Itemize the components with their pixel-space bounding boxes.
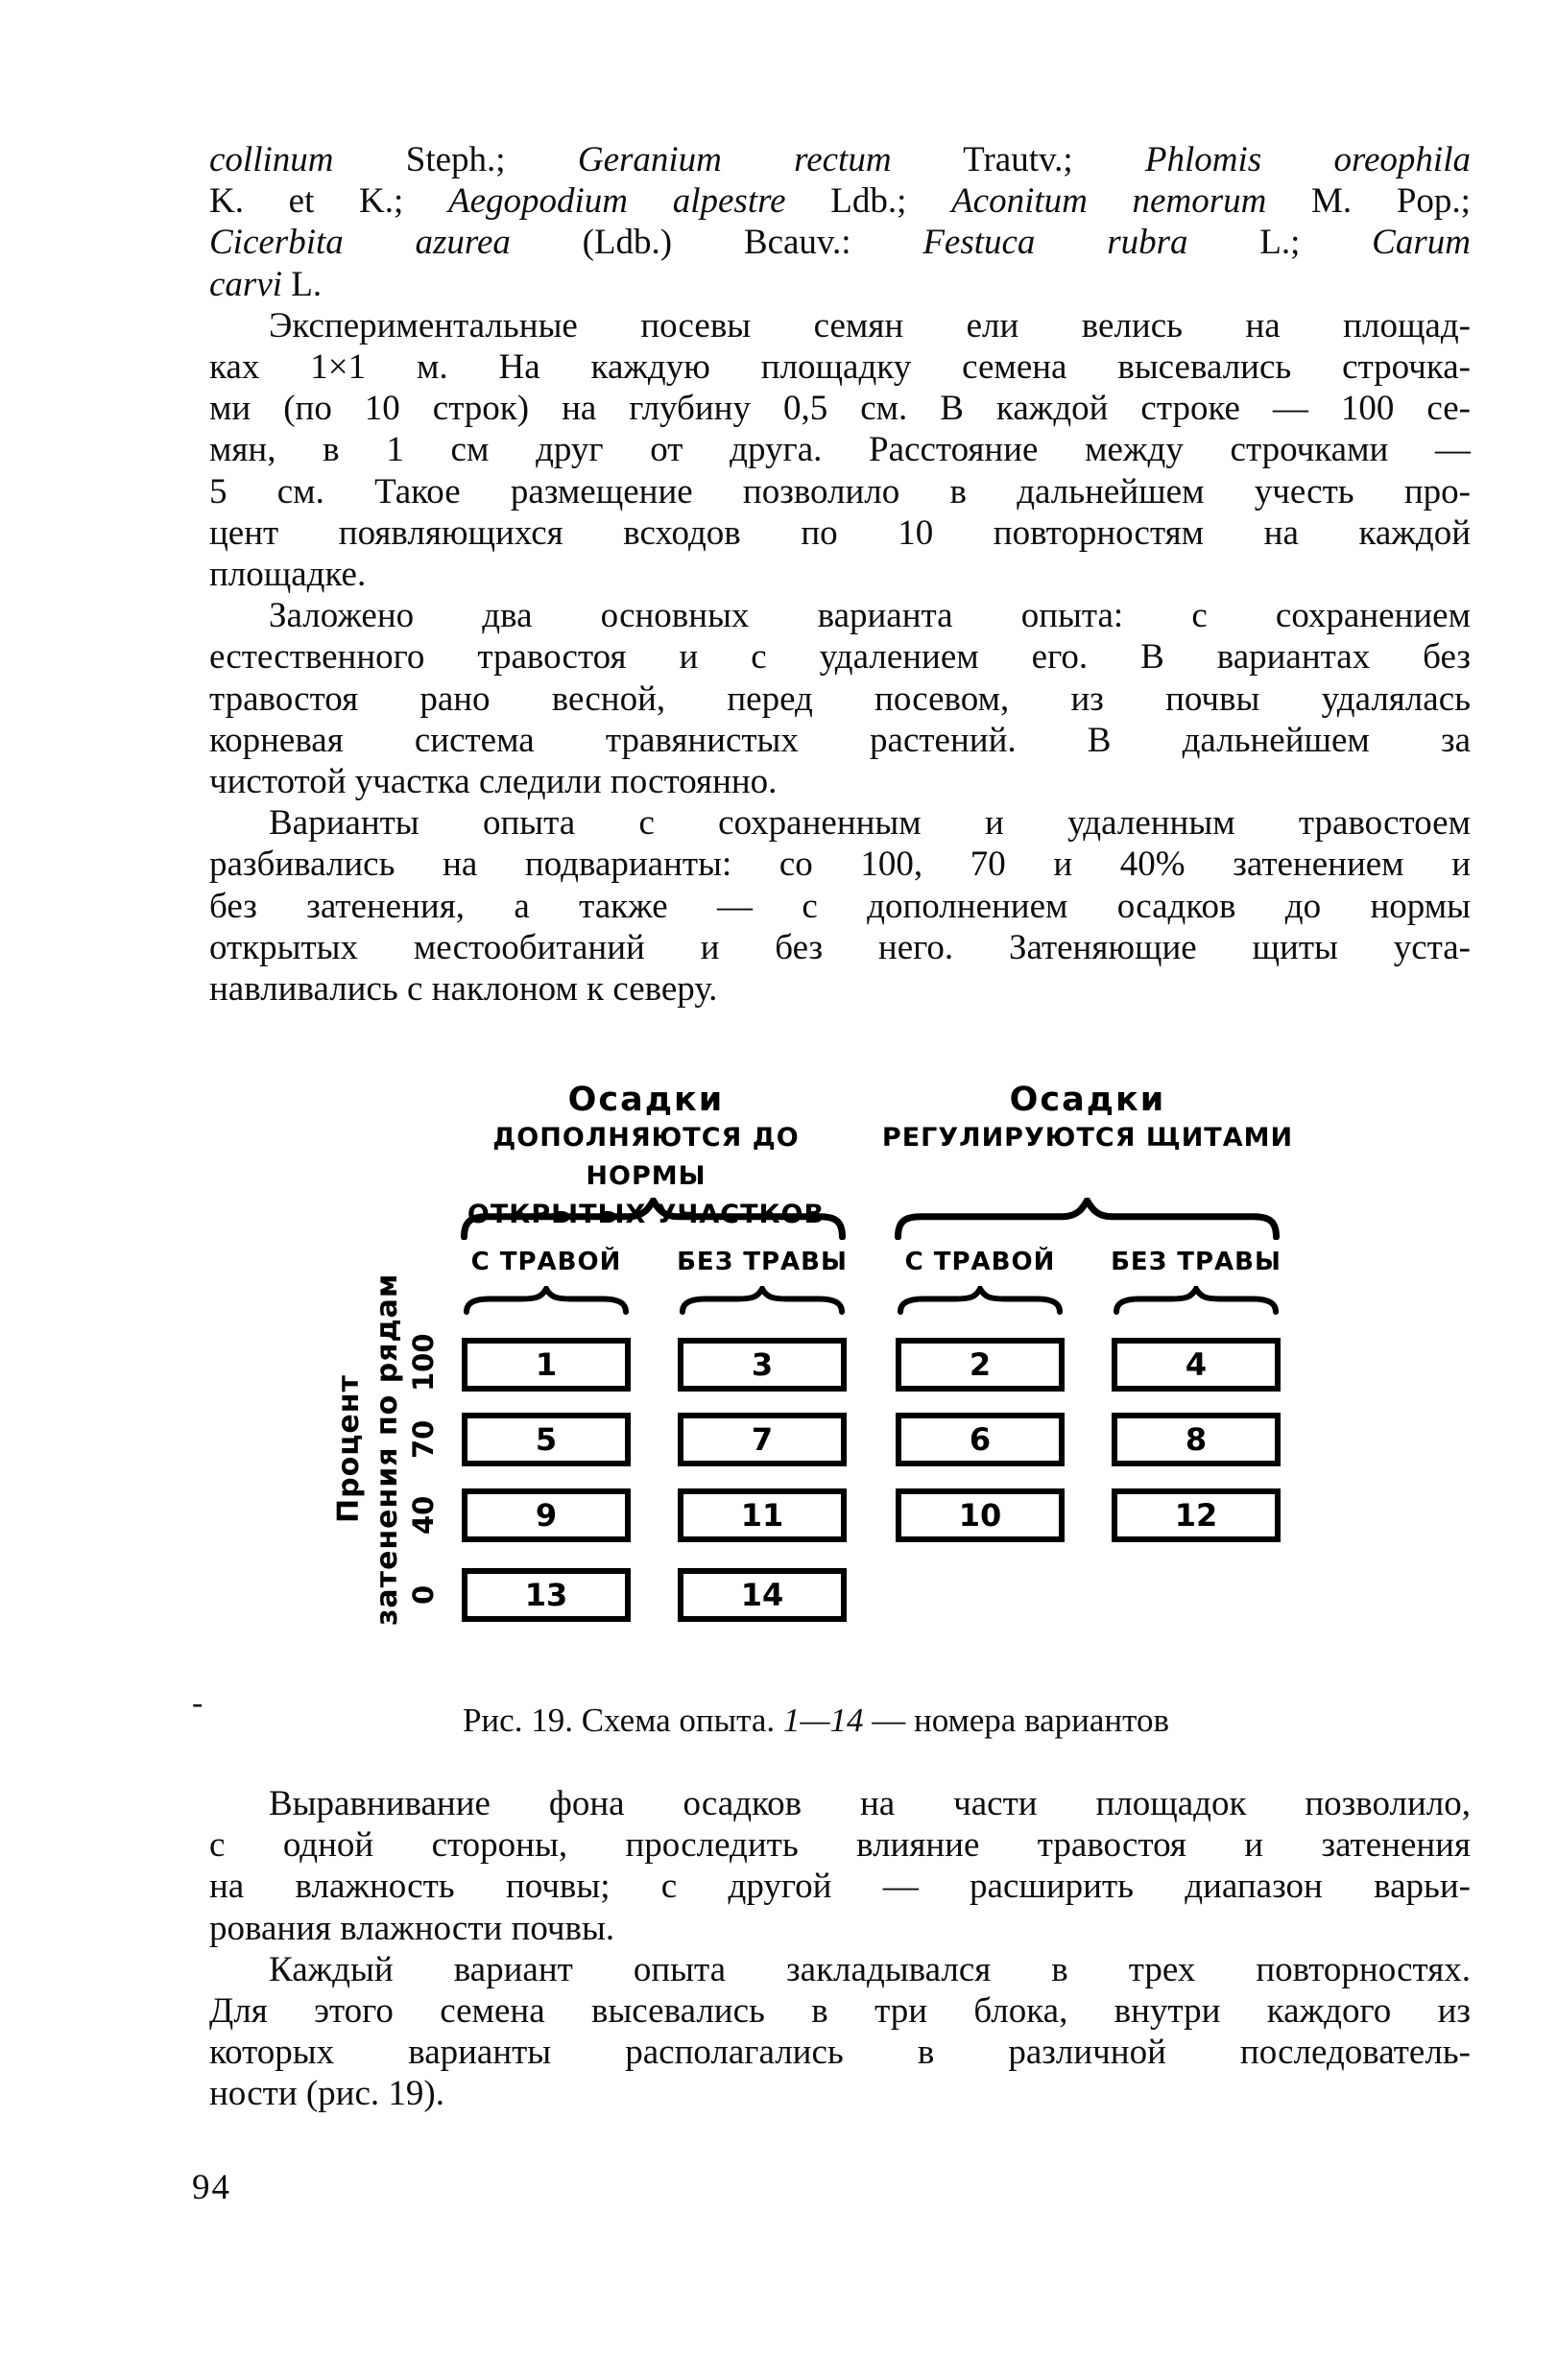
text-line xyxy=(209,844,1471,885)
scheme-box-number: 10 xyxy=(958,1497,1002,1534)
text-segment: Рис. 19. Схема опыта. xyxy=(462,1702,783,1739)
text-segment: естественного травостоя и с удалением его. В вариантах без xyxy=(209,637,1471,678)
text-line xyxy=(209,968,1471,1010)
text-segment: Выравнивание фона осадков на части площадок позволило, xyxy=(269,1784,1471,1823)
scheme-box xyxy=(1112,1338,1281,1392)
scheme-box xyxy=(678,1568,847,1622)
text-segment: с одной стороны, проследить влияние травостоя и затенения xyxy=(209,1825,1471,1866)
text-line xyxy=(209,1990,1471,2032)
scheme-box-number: 8 xyxy=(1185,1421,1208,1458)
text-segment: Варианты опыта с сохраненным и удаленным травостоем xyxy=(269,803,1471,844)
text-line xyxy=(209,1866,1471,1907)
text-segment: (Ldb.) Bcauv.: xyxy=(510,223,923,263)
text-segment: мян, в 1 см друг от друга. Расстояние между строчками — xyxy=(209,430,1471,470)
group-brace-left xyxy=(459,1198,848,1240)
text-line xyxy=(209,720,1471,761)
text-segment: L. xyxy=(282,264,323,304)
text-line xyxy=(209,2073,1471,2114)
scheme-box-number: 3 xyxy=(751,1346,774,1383)
text-segment: Экспериментальные посевы семян ели велись на площад- xyxy=(269,305,1471,345)
text-line xyxy=(209,1824,1471,1866)
text-segment: навливались с наклоном к северу. xyxy=(209,969,718,1010)
scheme-box-number: 6 xyxy=(969,1421,992,1458)
column-label: С ТРАВОЙ xyxy=(470,1248,622,1276)
text-line xyxy=(209,305,1471,346)
text-segment: Для этого семена высевались в три блока, внутри каждого из xyxy=(209,1991,1471,2032)
scheme-box-number: 1 xyxy=(535,1346,558,1383)
text-segment: на влажность почвы; с другой — расширить диапазон варьи- xyxy=(209,1867,1471,1907)
text-line xyxy=(209,512,1471,554)
y-axis-label-line: затенения по рядам xyxy=(371,1273,404,1626)
text-segment: Festuca rubra xyxy=(922,223,1188,263)
column-brace xyxy=(1112,1286,1281,1315)
text-segment: K. et K.; xyxy=(209,181,448,222)
scheme-box xyxy=(896,1413,1065,1466)
page-number: 94 xyxy=(192,2168,231,2207)
text-segment: M. Pop.; xyxy=(1266,181,1471,222)
text-segment: травостоя рано весной, перед посевом, из почвы удалялась xyxy=(209,678,1471,719)
text-line xyxy=(209,429,1471,470)
column-label: С ТРАВОЙ xyxy=(904,1248,1056,1276)
text-line xyxy=(209,595,1471,636)
text-line xyxy=(209,886,1471,927)
figure-header-right xyxy=(881,1081,1294,1157)
scheme-box-number: 9 xyxy=(535,1497,558,1534)
scheme-box-number: 4 xyxy=(1185,1346,1208,1383)
column-brace xyxy=(896,1286,1065,1315)
text-segment: L.; xyxy=(1187,223,1373,263)
text-segment: Phlomis oreophila xyxy=(1144,140,1471,179)
scheme-box xyxy=(896,1488,1065,1542)
text-line xyxy=(209,761,1471,802)
text-segment: чистотой участка следили постоянно. xyxy=(209,762,778,802)
figure-header-line: ОТКРЫТЫХ УЧАСТКОВ xyxy=(467,1200,826,1229)
scheme-box xyxy=(678,1488,847,1542)
text-segment: collinum xyxy=(209,140,334,179)
text-line xyxy=(209,2032,1471,2073)
figure-header-line: Осадки xyxy=(567,1081,725,1119)
column-label: БЕЗ ТРАВЫ xyxy=(677,1248,848,1276)
text-segment: площадке. xyxy=(209,555,367,595)
text-segment: carvi xyxy=(209,264,283,304)
body-text-top xyxy=(209,139,1471,1010)
scheme-box xyxy=(1112,1413,1281,1466)
text-segment: Geranium rectum xyxy=(577,140,892,179)
text-line xyxy=(209,1783,1471,1824)
body-text-bottom xyxy=(209,1783,1471,2115)
text-segment: 5 см. Такое размещение позволило в дальнейшем учесть про- xyxy=(209,471,1471,512)
text-segment: — номера вариантов xyxy=(863,1702,1170,1739)
scheme-box xyxy=(462,1568,631,1622)
text-line xyxy=(209,802,1471,844)
text-line xyxy=(209,264,1471,305)
y-axis-label xyxy=(330,1240,411,1658)
scheme-box xyxy=(462,1338,631,1392)
scheme-box-number: 11 xyxy=(740,1497,784,1534)
text-segment: Aconitum nemorum xyxy=(951,181,1267,222)
text-segment: цент появляющихся всходов по 10 повторностям на каждой xyxy=(209,512,1471,553)
scheme-box xyxy=(678,1413,847,1466)
y-axis-label-line: Процент xyxy=(332,1374,366,1524)
text-segment: которых варианты располагались в различной последователь- xyxy=(209,2033,1471,2073)
text-line xyxy=(209,1949,1471,1990)
scheme-box-number: 7 xyxy=(751,1421,774,1458)
text-segment: разбивались на подварианты: со 100, 70 и 40% затенением и xyxy=(209,845,1471,885)
scheme-box-number: 2 xyxy=(969,1346,992,1383)
text-segment: Ldb.; xyxy=(785,181,952,222)
shade-percent-label: 100 xyxy=(407,1333,440,1392)
text-line xyxy=(209,346,1471,388)
shade-percent-label: 40 xyxy=(407,1495,440,1535)
figure-caption xyxy=(288,1701,1344,1741)
text-segment: открытых местообитаний и без него. Затеняющие щиты уста- xyxy=(209,927,1471,967)
column-label: БЕЗ ТРАВЫ xyxy=(1111,1248,1282,1276)
figure-header-line: Осадки xyxy=(1009,1081,1166,1119)
text-segment: ности (рис. 19). xyxy=(209,2074,444,2114)
scheme-box-number: 13 xyxy=(524,1577,568,1613)
text-segment: Trautv.; xyxy=(891,140,1145,179)
text-line xyxy=(209,222,1471,263)
text-segment: рования влажности почвы. xyxy=(209,1908,615,1948)
column-brace xyxy=(678,1286,847,1315)
text-line xyxy=(209,554,1471,595)
scheme-box xyxy=(896,1338,1065,1392)
shade-percent-label: 0 xyxy=(407,1584,440,1606)
text-line xyxy=(209,180,1471,222)
group-brace-right xyxy=(893,1198,1282,1240)
figure-header-line: ДОПОЛНЯЮТСЯ ДО НОРМЫ xyxy=(492,1123,800,1191)
text-segment: Каждый вариант опыта закладывался в трех повторностях. xyxy=(269,1949,1471,1989)
scheme-box-number: 5 xyxy=(535,1421,558,1458)
scheme-box-number: 12 xyxy=(1174,1497,1218,1534)
text-line xyxy=(209,139,1471,180)
scheme-box-number: 14 xyxy=(740,1577,784,1613)
text-line xyxy=(209,388,1471,429)
column-brace xyxy=(462,1286,631,1315)
text-segment: Steph.; xyxy=(333,140,578,179)
scheme-box xyxy=(462,1413,631,1466)
figure-header-line: РЕГУЛИРУЮТСЯ ЩИТАМИ xyxy=(881,1123,1294,1153)
text-segment: Заложено два основных варианта опыта: с сохранением xyxy=(269,596,1471,636)
stray-dash-mark: - xyxy=(192,1685,204,1721)
text-line xyxy=(209,471,1471,512)
text-segment: ми (по 10 строк) на глубину 0,5 см. В каждой строке — 100 се- xyxy=(209,389,1471,429)
scheme-box xyxy=(678,1338,847,1392)
text-segment: Aegopodium alpestre xyxy=(448,181,786,222)
text-segment: корневая система травянистых растений. В дальнейшем за xyxy=(209,720,1471,760)
text-line xyxy=(209,636,1471,678)
text-line xyxy=(209,1908,1471,1949)
shade-percent-label: 70 xyxy=(407,1419,440,1460)
text-line xyxy=(209,678,1471,720)
text-segment: без затенения, а также — с дополнением осадков до нормы xyxy=(209,886,1471,926)
scheme-box xyxy=(462,1488,631,1542)
text-segment: 1—14 xyxy=(782,1702,864,1739)
text-segment: ках 1×1 м. На каждую площадку семена высевались строчка- xyxy=(209,347,1471,388)
text-line xyxy=(209,927,1471,968)
text-segment: Cicerbita azurea xyxy=(209,223,511,263)
text-segment: Carum xyxy=(1372,223,1471,263)
scheme-box xyxy=(1112,1488,1281,1542)
